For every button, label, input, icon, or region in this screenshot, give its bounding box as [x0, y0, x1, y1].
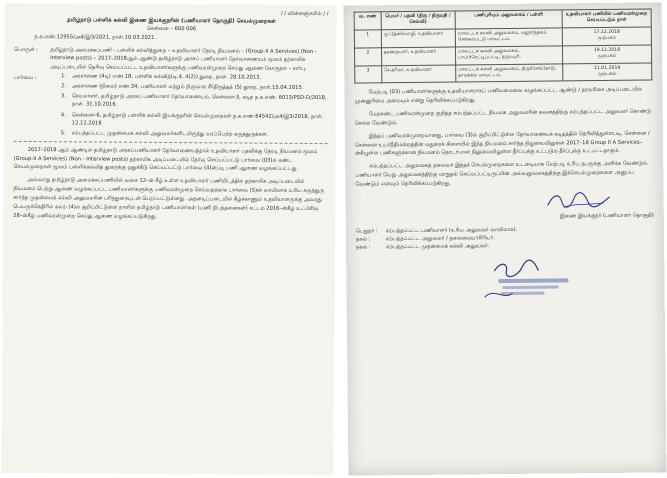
- table-row: 1 மு.தேன்மொழி, உதவியாளர் மாவட்டக் கல்வி அலுவலகம், மதுராந்தகம், செங்கல்பட்டு மாவட்டம். 17.12.2018 முற்பகல்: [354, 27, 651, 48]
- reference-item: 1. அரசாணை (4டி) எண்.18, பள்ளிக் கல்வித்(டி.4. 4(2)) துறை, நாள். 28.10.2013.: [61, 73, 262, 81]
- col-header-date: உதவியாளர் பணியில் பணிவரன்முறை செய்யப்படும் நாள்: [562, 9, 651, 28]
- body-paragraph: அவ்வாறு தமிழ்நாடு அமைச்சுப்பணியில் வகை 12–ன் கீழ் உள்ள உதவியாளர் பணியிடத்தில் தற்காலிக அடிப்படையில் நியமனம் பெற்று ஆணை வழங்கப்பட்ட பணியாளர்களுக்கு பணிவரன்முறை செய்வதற்காக பார்வை (5)ன் வாயிலாக உரிய கருத்துரு சார்ந்த முதன்மைக் கல்வி அலுவலரின் பரிந்துரையுடன் பெறப்பட்டுள்ளது. அதனடிப்படையில் கீழ்க்காணும் உதவியாளருக்கு அவரது பெயருக்கெதிரில் கலம் (4)ல் குறிப்பிட்டுள்ள நாளில் தமிழ்நாடு பணியாளர்கள் (பணி நிபந்தனைகள்) சட்டம் 2016–ன்கீழ் உட்பிரிவு 28–ன்கீழ் பணிவரன்முறை செய்து ஆணை வழங்கப்படுகிறது.: [13, 177, 325, 220]
- signature-image: [543, 189, 613, 212]
- subject-row: [14, 46, 328, 73]
- reference-item: 2. அரசாணை (நிலை) எண்.34, பணியாளர் மற்றும் நிருவாக சீர்திருத்தத் (S) துறை, நாள்.15.04.2015.: [61, 83, 304, 92]
- body-paragraph: 2017–2018 ஆம் ஆண்டில் தமிழ்நாடு அரசுப்பணியாளர் தேர்வாணையத்தால் உதவியாளர் பதவிக்கு நேரடி நியமனம் மூலம் (Group-II A Services) (Non - Interview posts) தற்காலிக அடிப்படையில் தேர்வு செய்யப்பட்டு பார்வை (03)ல் கண்ட செயல்முறைகள் மூலம் பள்ளிக்கல்வித் துறைக்கு ஒதுக்கீடு செய்யப்பட்டு பார்வை (4)ன்படி பணி ஆணை வழங்கப்பட்டது.: [13, 146, 318, 173]
- reference-number: ந.க.எண்.12955/அ4/இ3/2021, நாள்.10.03.2021.: [34, 34, 157, 41]
- stamp-area: [356, 249, 655, 310]
- reference-item: 5. சம்பந்தப்பட்ட முதன்மைக் கல்வி அலுவலர்களிடமிருந்து வரப்பெற்ற கருத்துருக்கள்.: [60, 129, 268, 138]
- official-stamp-image: [464, 256, 574, 305]
- divider: [14, 141, 328, 144]
- email-note: / / வின்னஞ்சலில் / /: [280, 10, 329, 18]
- col-header-name: பெயர் / பதவி (திரு / திருமதி / செல்வி): [381, 11, 455, 30]
- copy-to-row: நகல் : சம்பந்தப்பட்ட முதன்மைக் கல்வி அலுவலர்.: [356, 243, 490, 251]
- signer-designation: இணை இயக்குநர் (பணியாளர் தொகுதி): [559, 212, 654, 220]
- col-header-sno: வ. எண்: [354, 12, 381, 30]
- left-document-page: [1, 3, 336, 475]
- body-paragraph: மேற்கண்ட பணிவரன்முறை குறித்த சம்பந்தப்பட்ட நியமன அலுவலரின் கவனத்திற்கு சம்பந்தப்பட்ட அலுவலர் கொண்டு செல்ல வேண்டும்.: [354, 108, 651, 127]
- table-row: 2 தகன்மூமார், உதவியாளர் மாவட்டக் கல்வி அலுவலகம், பாப்பிரெட்டிப்பட்டி, தருமபுரி. 19.12.2018 முற்பகல்: [354, 45, 651, 66]
- office-address: சென்னை – 600 006: [146, 25, 197, 33]
- copy-to-row: நகல் : சம்பந்தப்பட்ட அலுவலர் / தலைமையாசிரியர்.: [355, 235, 495, 243]
- body-paragraph: மேற்படி (03) பணியாளர்களுக்கு உதவியாளராகப் பணியமைவை வழங்கப்பட்ட ஆண்டு / தரவரிசை அடிப்படையில் முன்னுரிமை அமையும் என்று தெரிவிக்கப்படுகிறது.: [354, 86, 643, 105]
- signature-area: [356, 190, 654, 215]
- subject-text: தமிழ்நாடு அமைச்சுப்பணி - பள்ளிக் கல்வித்துறை – உதவியாளர் நேரடி நியமனம் – (Group-II A Services) (Non - Interview posts) – 2017–2018ஆம் ஆண்டு தமிழ்நாடு அரசுப் பணியாளர் தேர்வாணையம் மூலம் தற்காலிக அடிப்படையில் தெரிவு செய்யப்பட்ட உதவியாளர்களுக்கு பணிவரன்முறை செய்து ஆணை கோருதல் – சார்பு.: [50, 47, 317, 72]
- table-row: 3 சே.தரிமா, உதவியாளர் மாவட்டக் கல்வி அலுவலகம், திருச்செங்கோடு, நாமக்கல் மாவட்டம். 11.01.2019 முற்பகல்: [355, 62, 652, 83]
- reference-item: 4. சென்னை–6, தமிழ்நாடு பள்ளிக் கல்வி இயக்குநரின் செயல்முறைகள் ந.க.எண்.64542/அ4/இ3/2018, நாள். 12.12.2018: [60, 111, 324, 127]
- body-paragraph: சம்பந்தப்பட்ட அலுவலகத் தலைவர் இந்தச் செயல்முறைகளை உடனடியாக மேற்படி உரிய நபருக்கு அளிக்க வேண்டும். பணியாளர் வேறு அலுவலகத்திற்கு மாறுதல் செய்யப்பட்டிருப்பின் அவ்வலுவலகத்திற்கு இச்செயல்முறைகளை அனுப்ப வேண்டும் எனவும் தெரிவிக்கப்படுகிறது.: [355, 160, 649, 188]
- right-document-page: [344, 2, 667, 475]
- office-title: தமிழ்நாடு பள்ளிக் கல்வி இணை இயக்குநரின் (பணியாளர் தொகுதி) செயல்முறைகள்: [67, 17, 276, 25]
- references-label: பார்வை :: [14, 74, 37, 82]
- copy-to-row: பெறுநர் : சம்பந்தப்பட்ட பணியாளர் (உரிய அலுவலர் வாயிலாக).: [355, 226, 518, 235]
- regularisation-table: [354, 8, 653, 83]
- reference-item: 3. செயலாளர், தமிழ்நாடு அரசுப் பணியாளர் தேர்வாணையம், சென்னை-3, கடித ந.க.எண். 6013/PSD-D/2018, நாள். 31.10.2016.: [61, 93, 327, 109]
- col-header-office: பணிபுரியும் அலுவலகம் / பள்ளி: [455, 10, 562, 29]
- subject-label: பொருள் :: [14, 46, 38, 54]
- body-paragraph: இந்தப் பணிவரன்முறையானது, பார்வை (3)ல் குறிப்பிட்டுள்ள தேர்வாணையக் கடிதத்தில் தெரிவித்துள்ளபடி, சென்னை / சென்னை உயர்நீதிமன்றத்தின் மதுரைக் கிளையில் இந்த நியமனம் சார்ந்த நிலுவையிலுள்ள 2017–18 Group II A Services–ன்கீழுள்ள பணிகளுக்கான நியமனம் தொடர்பான நிலுவையிலுள்ள தீர்ப்புக்கு உட்படும் தீர்ப்புக்கு உட்பட்டதாகும்.: [354, 130, 650, 158]
